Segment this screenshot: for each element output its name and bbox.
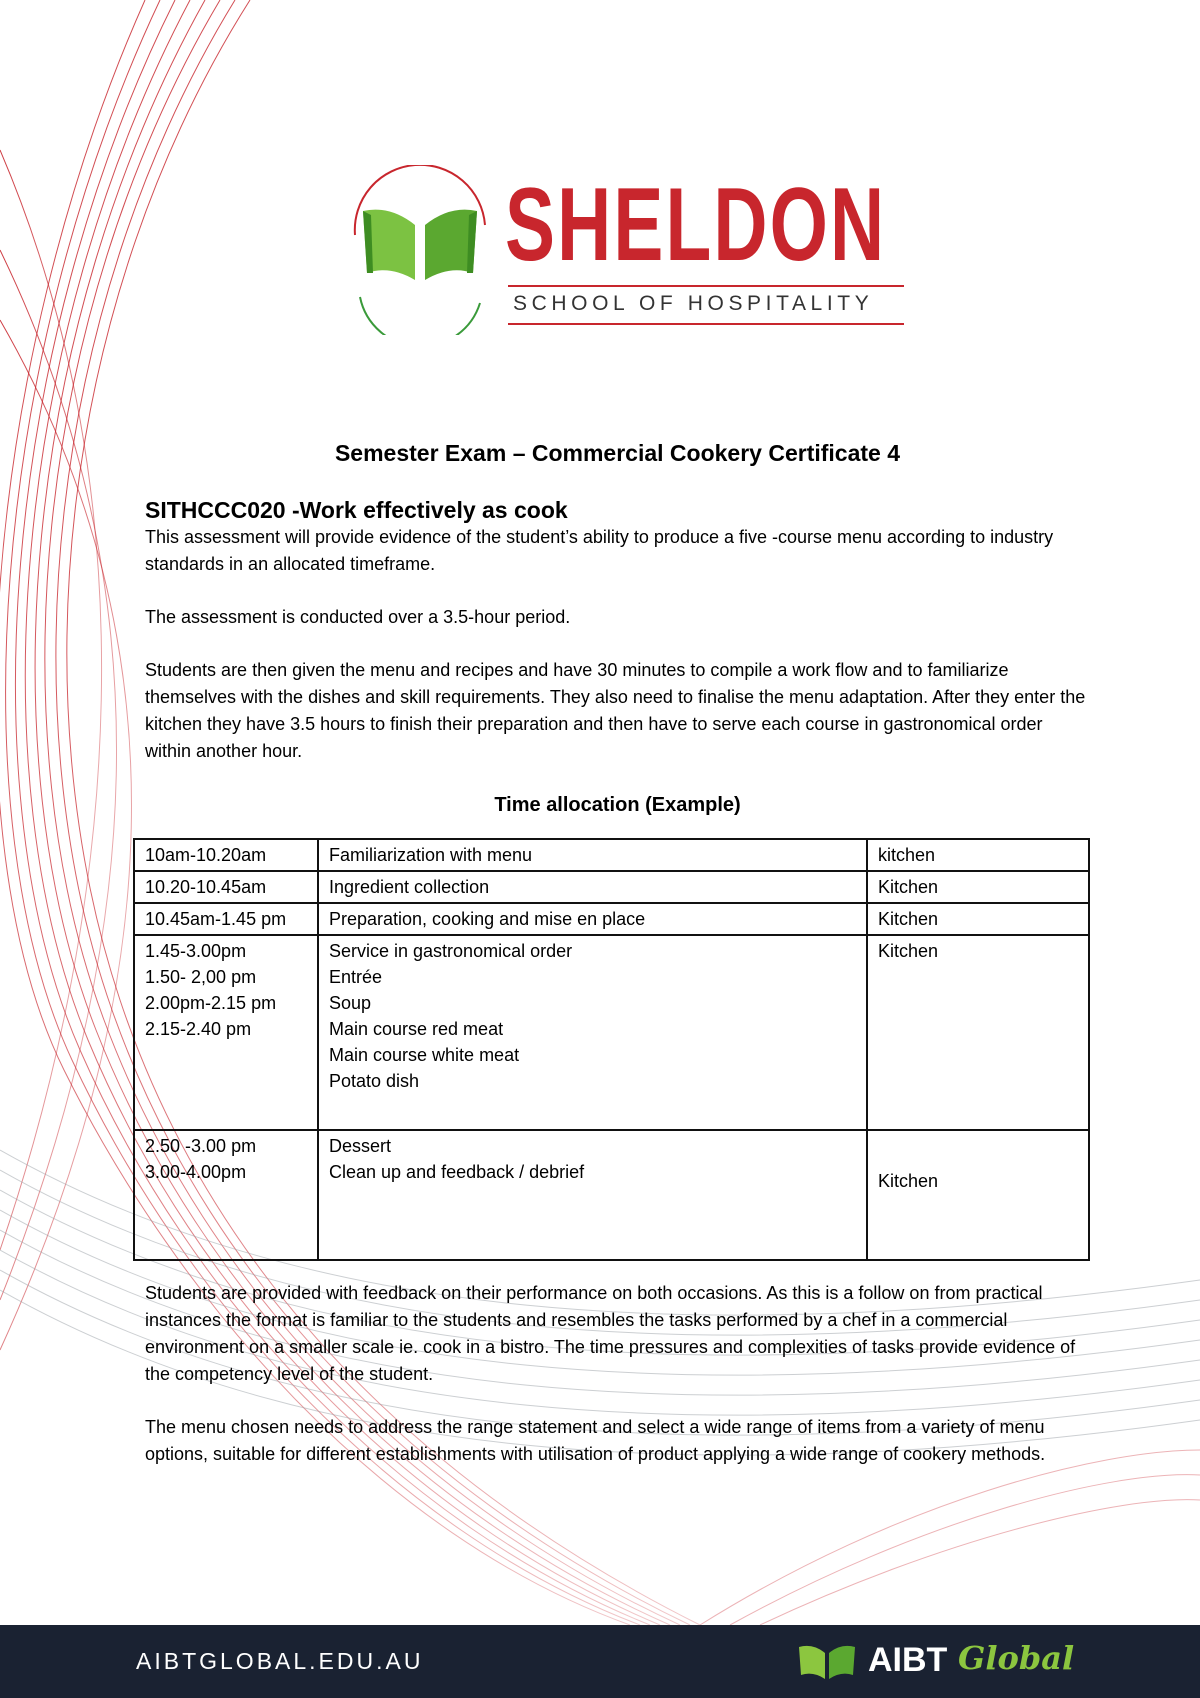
activity-cell-line: Dessert: [329, 1136, 392, 1156]
time-cell-line: 10.45am-1.45 pm: [145, 909, 287, 929]
document-title: Semester Exam – Commercial Cookery Certificate 4: [334, 440, 901, 466]
intro-paragraph: The assessment is conducted over a 3.5-hour period.: [145, 607, 571, 627]
footer-brand-aibt: AIBT: [868, 1641, 948, 1679]
activity-cell-line: Service in gastronomical order: [329, 941, 573, 961]
time-cell-line: 1.45-3.00pm: [145, 941, 247, 961]
activity-cell: [318, 903, 867, 935]
table-title: Time allocation (Example): [494, 794, 741, 816]
footer-bar: [0, 1625, 1200, 1698]
footer-brand-global: Global: [958, 1639, 1075, 1677]
activity-cell: [318, 871, 867, 903]
activity-cell: [318, 839, 867, 871]
outro-paragraph: Students are provided with feedback on their performance on both occasions. As this is a follow on from practical instances the format is familiar to the students and resembles the tasks performed by a chef in a commercial environment on a smaller scale ie. cook in a bistro. The time pressures and complexities of tasks provide evidence of the competency level of the student.: [145, 1283, 1076, 1384]
footer-url: AIBTGLOBAL.EDU.AU: [136, 1648, 424, 1674]
time-cell-line: 1.50- 2,00 pm: [145, 967, 257, 987]
logo-wordmark: SHELDON: [505, 167, 887, 283]
book-emblem-icon: [345, 165, 495, 335]
location-cell: Kitchen: [867, 903, 1089, 935]
unit-title: SITHCCC020 -Work effectively as cook: [145, 497, 568, 523]
activity-cell: [318, 935, 867, 1130]
time-cell-line: 3.00-4.00pm: [145, 1162, 247, 1182]
logo-rule: [508, 285, 904, 287]
activity-cell-line: Preparation, cooking and mise en place: [329, 909, 646, 929]
logo-tagline: SCHOOL OF HOSPITALITY: [513, 292, 874, 315]
table-row: [134, 1130, 1089, 1260]
time-cell: [134, 903, 318, 935]
activity-cell-line: Soup: [329, 993, 372, 1013]
time-cell-line: 2.50 -3.00 pm: [145, 1136, 257, 1156]
time-cell-line: 10am-10.20am: [145, 845, 267, 865]
activity-cell-line: Clean up and feedback / debrief: [329, 1162, 585, 1182]
location-cell: Kitchen: [867, 935, 1089, 1130]
time-cell: [134, 839, 318, 871]
document-body: [145, 440, 1090, 819]
closing-section: [145, 1280, 1090, 1494]
activity-cell-line: Main course red meat: [329, 1019, 504, 1039]
time-cell: [134, 871, 318, 903]
table-row: [134, 871, 1089, 903]
activity-cell-line: Ingredient collection: [329, 877, 490, 897]
time-cell-line: 2.15-2.40 pm: [145, 1019, 252, 1039]
sheldon-logo: [345, 165, 905, 335]
table-row: [134, 839, 1089, 871]
location-cell: Kitchen: [867, 1130, 1089, 1260]
activity-cell-line: Potato dish: [329, 1071, 420, 1091]
activity-cell: [318, 1130, 867, 1260]
location-cell: kitchen: [867, 839, 1089, 871]
activity-cell-line: Main course white meat: [329, 1045, 520, 1065]
table-row: [134, 935, 1089, 1130]
aibt-book-icon: [795, 1639, 859, 1685]
time-cell: [134, 1130, 318, 1260]
activity-cell-line: Familiarization with menu: [329, 845, 533, 865]
time-cell-line: 10.20-10.45am: [145, 877, 267, 897]
logo-rule: [508, 323, 904, 325]
table-row: [134, 903, 1089, 935]
intro-paragraph: This assessment will provide evidence of the student’s ability to produce a five -course menu according to industry standards in an allocated timeframe.: [145, 527, 1054, 574]
location-cell: Kitchen: [867, 871, 1089, 903]
intro-paragraph: Students are then given the menu and recipes and have 30 minutes to compile a work flow and to familiarize themselves with the dishes and skill requirements. They also need to finalise the menu adaptation. After they enter the kitchen they have 3.5 hours to finish their preparation and then have to serve each course in gastronomical order within another hour.: [145, 660, 1086, 761]
time-cell-line: 2.00pm-2.15 pm: [145, 993, 277, 1013]
activity-cell-line: Entrée: [329, 967, 383, 987]
outro-paragraph: The menu chosen needs to address the range statement and select a wide range of items from a variety of menu options, suitable for different establishments with utilisation of product applying a wide range of cookery methods.: [145, 1417, 1046, 1464]
time-cell: [134, 935, 318, 1130]
time-allocation-table: [133, 838, 1090, 1261]
